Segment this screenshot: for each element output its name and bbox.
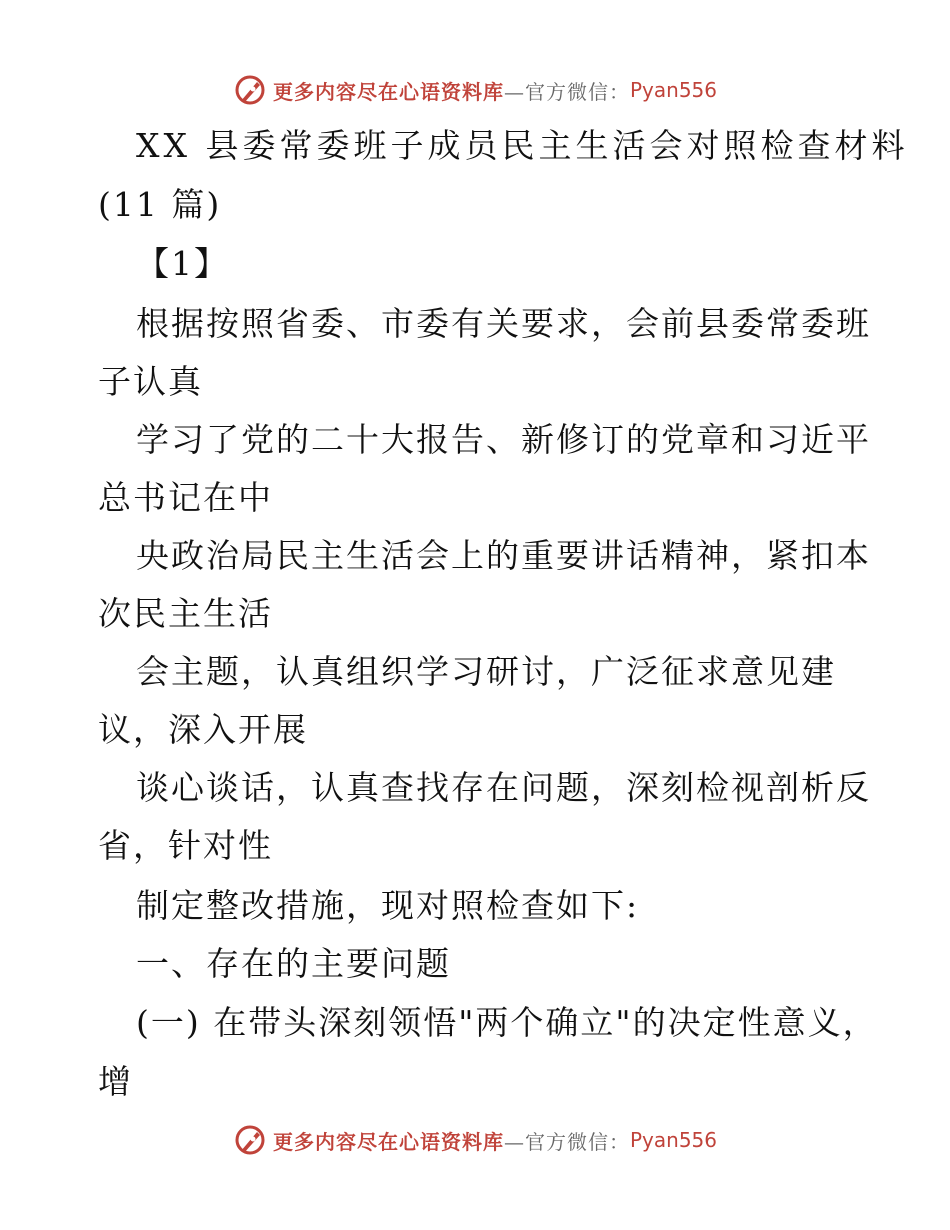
- paragraph-line: 议，深入开展: [98, 710, 308, 749]
- paragraph-line: 谈心谈话，认真查找存在问题，深刻检视剖析反: [136, 768, 871, 807]
- paragraph-line: 省，针对性: [98, 826, 273, 865]
- paragraph-line: 会主题，认真组织学习研讨，广泛征求意见建: [136, 652, 836, 691]
- paragraph-line: 央政治局民主生活会上的重要讲话精神，紧扣本: [136, 536, 871, 575]
- footer-banner: [0, 1120, 950, 1160]
- banner-wechat-id: Pyan556: [629, 1128, 717, 1152]
- banner-official-text: —官方微信：: [503, 1129, 630, 1154]
- paragraph-line: 次民主生活: [98, 594, 273, 633]
- document-title-count: (11 篇): [98, 185, 222, 224]
- paragraph-line: 学习了党的二十大报告、新修订的党章和习近平: [136, 420, 871, 459]
- subsection-heading: (一) 在带头深刻领悟"两个确立"的决定性意义，: [136, 1003, 878, 1042]
- pen-nib-logo-icon: [233, 1123, 267, 1157]
- section-marker: 【1】: [136, 244, 229, 283]
- banner-brand-text: 更多内容尽在心语资料库: [272, 79, 504, 104]
- banner-official-text: —官方微信：: [503, 79, 630, 104]
- document-title: XX 县委常委班子成员民主生活会对照检查材料: [136, 126, 909, 165]
- section-heading: 一、存在的主要问题: [136, 944, 451, 983]
- banner-brand-text: 更多内容尽在心语资料库: [272, 1129, 504, 1154]
- paragraph-line: 总书记在中: [98, 478, 273, 517]
- paragraph-line: 子认真: [98, 362, 203, 401]
- banner-wechat-id: Pyan556: [629, 78, 717, 102]
- paragraph-line: 制定整改措施，现对照检查如下:: [136, 886, 640, 925]
- paragraph-line: 根据按照省委、市委有关要求，会前县委常委班: [136, 304, 871, 343]
- paragraph-line: 增: [98, 1062, 133, 1101]
